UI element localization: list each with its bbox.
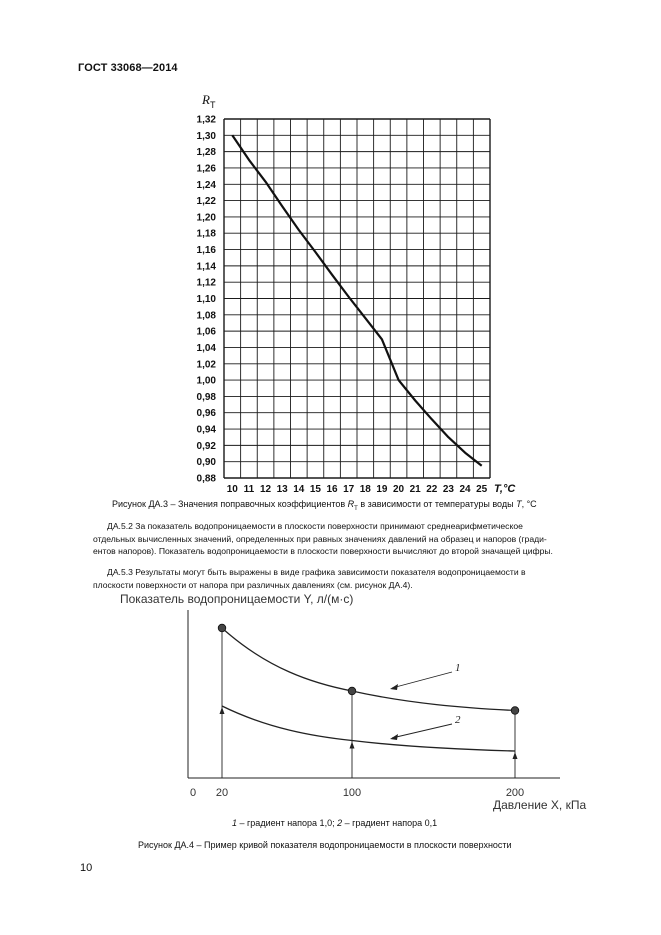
chart1-y-tick-label: 1,14 [196,261,216,273]
chart1-x-tick-label: 14 [293,484,305,495]
chart2-arrowhead [220,707,225,714]
chart1-y-tick-label: 1,04 [196,342,216,354]
page-number: 10 [80,862,93,874]
paragraph-line: ДА.5.2 За показатель водопроницаемости в плоскости поверхности принимают среднеарифметическое [107,521,523,531]
chart2-point [218,624,226,632]
chart1-y-tick-label: 1,26 [196,163,216,175]
chart1-x-tick-label: 10 [226,484,238,495]
document-header: ГОСТ 33068—2014 [78,62,178,74]
chart1-y-tick-label: 1,00 [196,375,216,387]
chart1-y-tick-label: 1,32 [196,114,216,126]
chart1-x-axis-label: T,°C [494,483,516,495]
caption-subscript: T [354,505,358,512]
caption-symbol: R [347,499,355,509]
chart1-y-tick-label: 1,16 [196,245,216,257]
chart2-point [348,687,356,695]
chart2-y-axis-label: Показатель водопроницаемости Y, л/(м·с) [120,592,354,606]
chart2-annotation-leader-1 [392,672,452,688]
chart2-series-1-line [222,628,515,711]
chart1-y-tick-label: 0,94 [196,424,216,436]
chart1-y-tick-label: 1,30 [196,130,216,142]
chart1-x-tick-label: 22 [426,484,438,495]
chart1-y-tick-label: 1,28 [196,147,216,159]
chart2-annotation-1: 1 [455,662,461,674]
chart1-y-axis-label: $R_T$ [202,92,216,110]
chart2-x-axis-label: Давление X, кПа [493,798,587,812]
chart1-y-tick-label: 0,90 [196,457,216,469]
chart1-y-tick-label: 0,92 [196,440,216,452]
chart1-y-tick-label: 1,10 [196,294,216,305]
chart1-y-tick-label: 0,98 [196,391,216,403]
legend-text: – градиент напора 0,1 [342,818,438,828]
chart2-series-2-line [222,706,515,751]
chart1-y-tick-label: 1,18 [196,228,216,240]
chart1-y-tick-label: 1,08 [196,310,216,322]
chart1-x-tick-label: 18 [359,484,371,495]
chart2-annotation-leader-2 [392,724,452,738]
figure-da4-legend [232,818,437,828]
chart1-x-tick-label: 16 [326,484,338,495]
chart2-series [218,624,519,778]
chart1-x-tick-label: 24 [459,484,471,495]
legend-text: – градиент напора 1,0; [237,818,338,828]
chart1-y-tick-label: 1,06 [196,326,216,338]
chart1-x-tick-label: 20 [393,484,405,495]
chart1-y-tick-label: 1,20 [196,212,216,224]
chart1-x-tick-label: 12 [260,484,272,495]
chart2-arrowhead [513,752,518,759]
caption-unit: , °C [521,499,537,509]
chart2-arrowhead [350,742,355,749]
chart1-x-tick-label: 11 [243,484,255,495]
chart1-x-tick-label: 13 [276,484,288,495]
chart1-x-tick-label: 21 [409,484,421,495]
paragraph-line: плоскости поверхности от напора при различных давлениях (см. рисунок ДА.4). [93,579,413,590]
chart1-y-tick-label: 1,22 [196,196,216,208]
chart1-y-tick-label: 0,96 [196,408,216,420]
paragraph-line: ДА.5.3 Результаты могут быть выражены в виде графика зависимости показателя водопроницаемости в [107,567,526,577]
figure-da4-caption: Рисунок ДА.4 – Пример кривой показателя водопроницаемости в плоскости поверхности [138,840,512,850]
chart2-x-tick-label: 100 [342,787,362,799]
legend-number: 2 [337,818,343,828]
chart2-annotation-arrow-2 [390,734,398,740]
chart1-x-tick-label: 23 [442,484,454,495]
caption-variable: T [516,499,522,509]
chart1-y-tick-label: 0,88 [196,473,216,485]
paragraph-line: отдельных вычисленных значений, определенных при равных значениях давлений на образец и напоров (гради- [93,533,547,544]
chart1-y-tick-label: 1,12 [196,277,216,289]
chart1-x-tick-label: 25 [476,484,488,495]
chart2-x-tick-label: 20 [215,787,229,799]
chart1-y-tick-label: 1,24 [196,179,216,191]
legend-number: 1 [232,818,238,828]
chart1-x-tick-label: 19 [376,484,388,495]
chart2-x-tick-label: 200 [505,787,525,799]
chart2-x-tick-label: 0 [189,787,197,799]
chart1-x-tick-label: 15 [309,484,321,495]
chart1-y-tick-label: 1,02 [196,359,216,371]
chart2-annotation-2: 2 [455,714,461,726]
chart1-x-tick-label: 17 [343,484,355,495]
caption-text: Рисунок ДА.3 – Значения поправочных коэффициентов [112,499,348,509]
caption-text-2: в зависимости от температуры воды [357,499,517,509]
chart2-x-ticks [190,787,524,799]
chart2-annotation-arrow-1 [390,684,398,690]
chart2-point [511,707,519,715]
paragraph-line: ентов напоров). Показатель водопроницаемости в плоскости поверхности вычисляют до второй значащей цифры. [93,546,553,556]
